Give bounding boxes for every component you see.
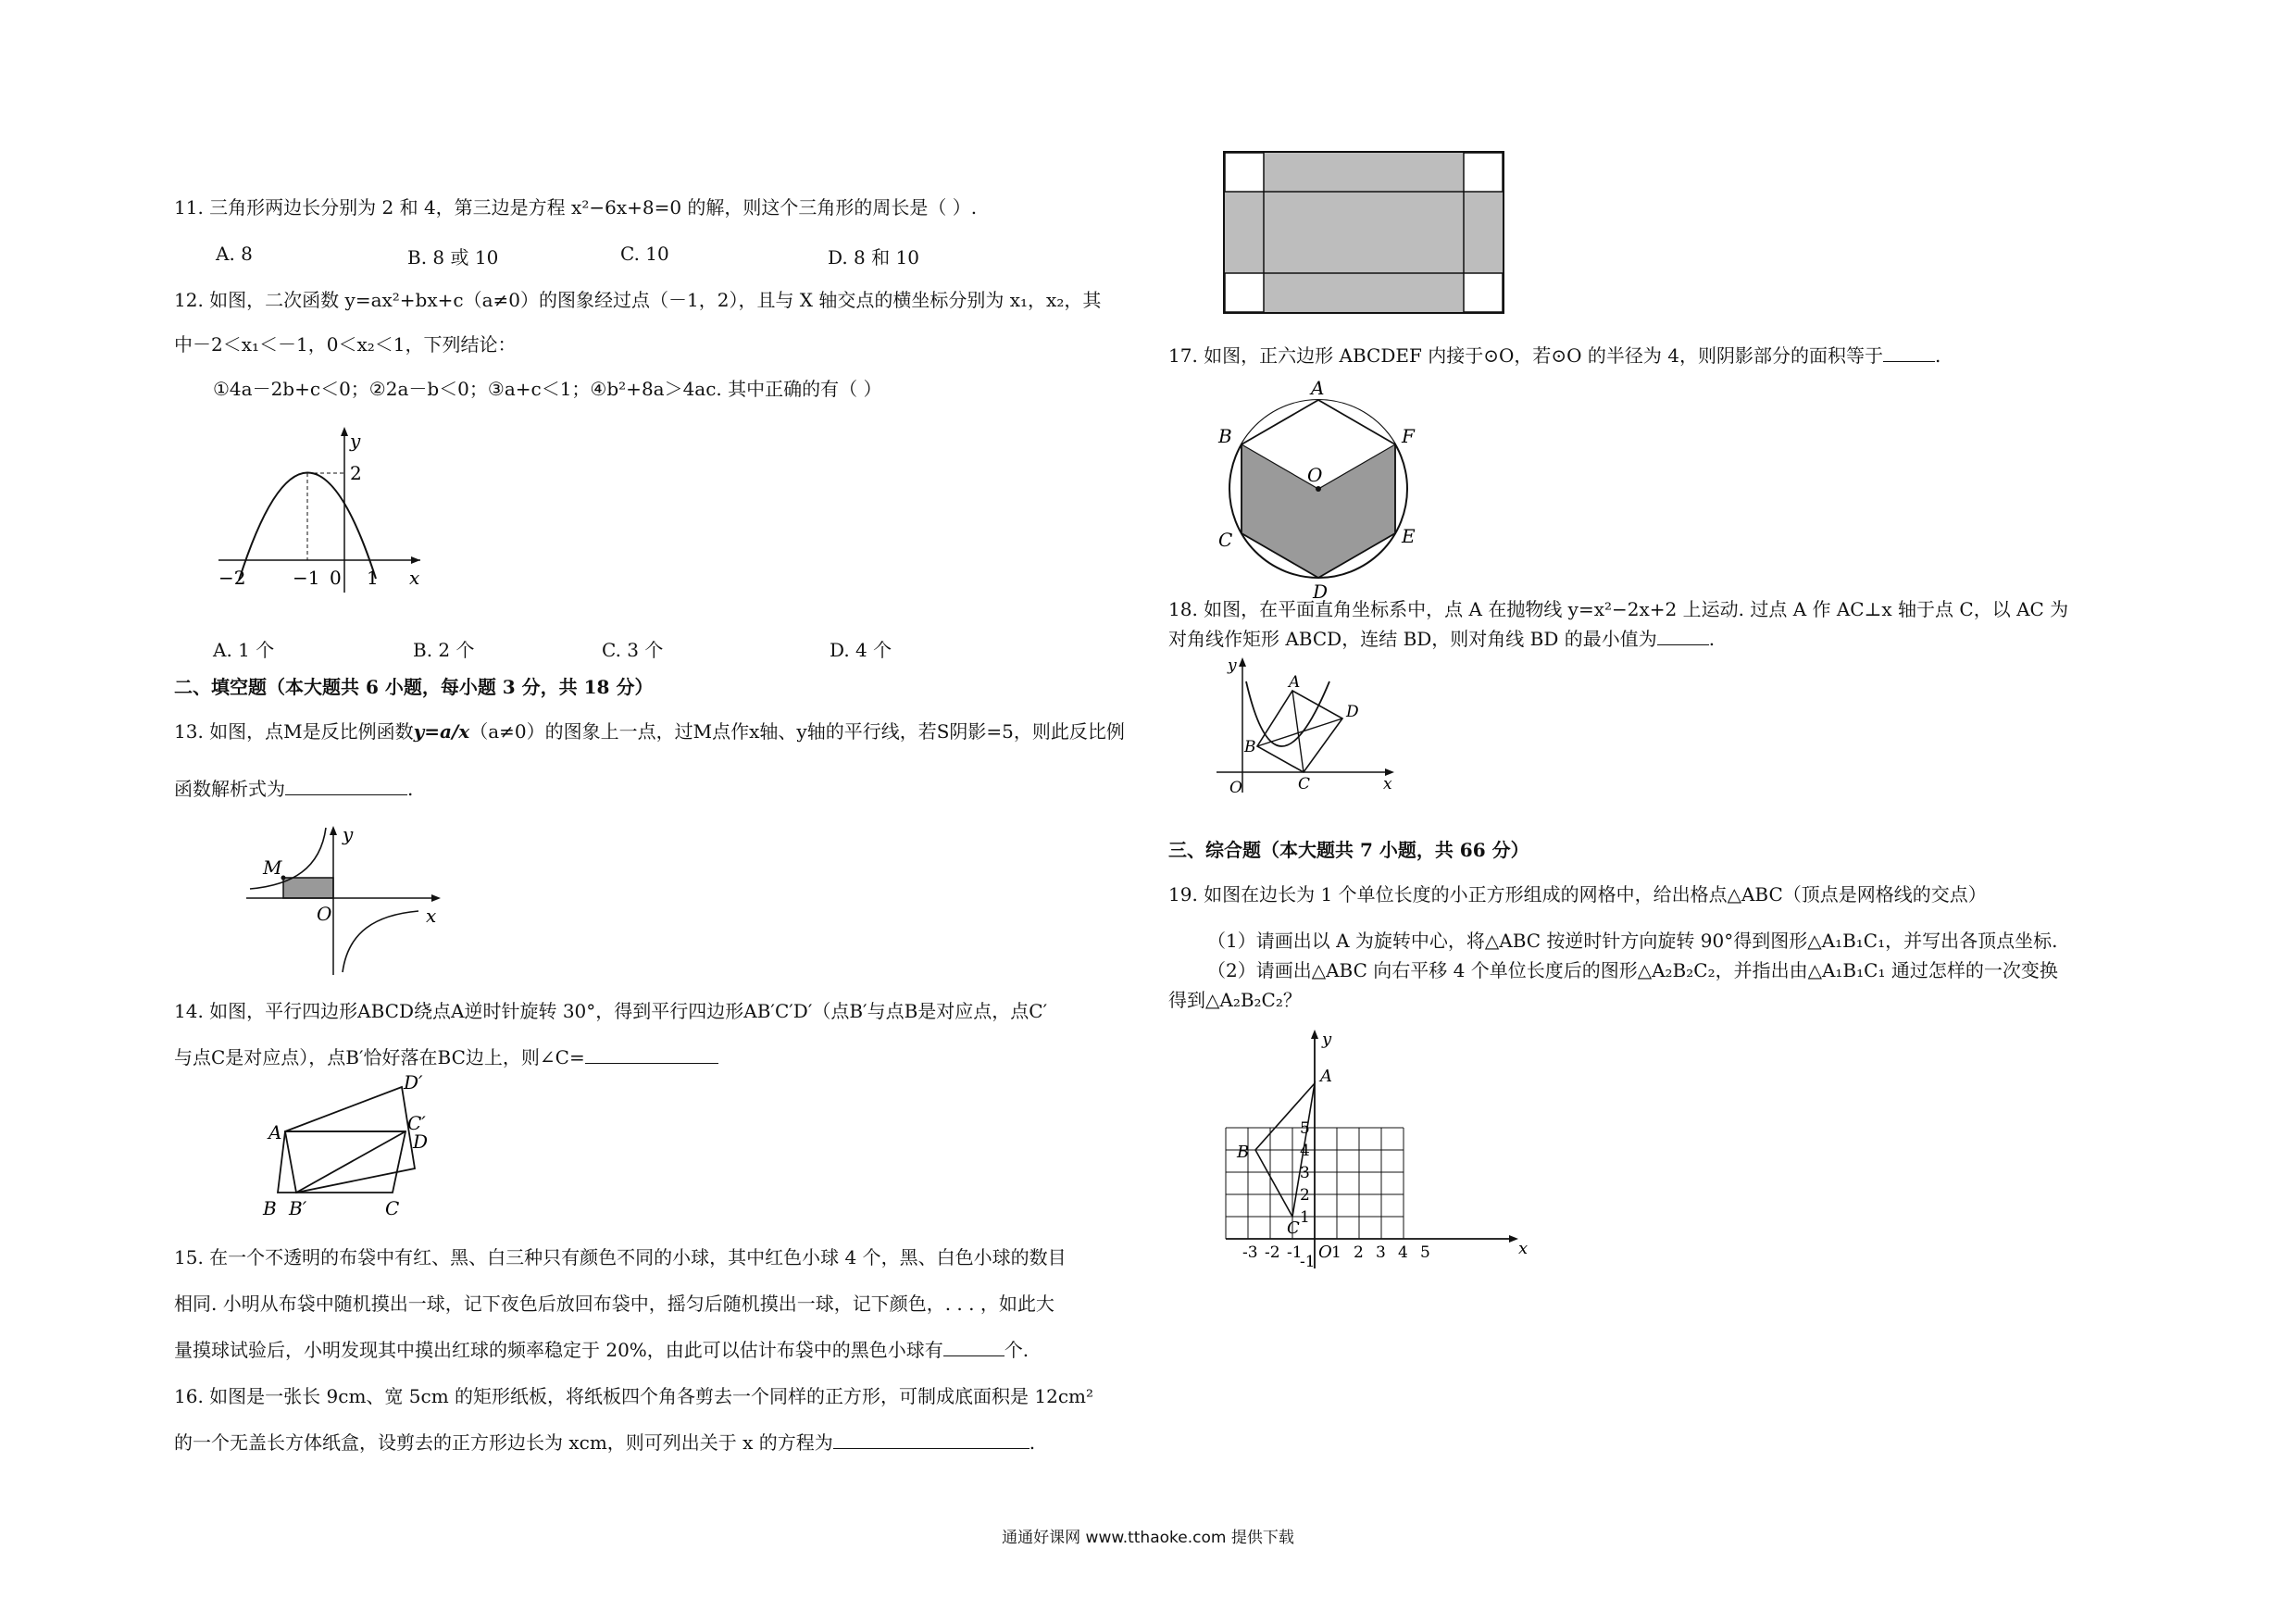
q12-option-d: D. 4 个 [830,639,892,661]
q17-text [1168,343,1940,369]
q14-label-d-prime: D′ [404,1071,423,1093]
q18-answer-blank [1657,626,1709,645]
q17-answer-blank [1883,343,1935,362]
q14-line2 [174,1044,718,1070]
q17-text-main: 17. 如图，正六边形 ABCDEF 内接于⊙O，若⊙O 的半径为 4，则阴影部分的面积等于 [1168,344,1883,367]
q18-parabola-figure [1217,654,1402,802]
q19-line3: （2）请画出△ABC 向右平移 4 个单位长度后的图形△A₂B₂C₂，并指出由△A₁B₁C₁ 通过怎样的一次变换 [1207,959,2058,981]
q12-parabola-graph [218,421,431,597]
q19-x-tick-label: -2 [1265,1243,1280,1262]
q19-o-label: O [1318,1243,1332,1262]
q19-y-label: y [1322,1030,1332,1049]
q12-tick-1: 1 [367,567,379,589]
q18-line2 [1168,626,1715,652]
q13-x-label: x [426,905,437,927]
q12-tick-0: 0 [330,567,342,589]
q12-x-axis-label: x [409,567,420,589]
q17-label-f: F [1402,425,1415,447]
q12-tick-2: 2 [350,462,362,484]
q12-y-axis-label: y [350,430,361,452]
q16-line1: 16. 如图是一张长 9cm、宽 5cm 的矩形纸板，将纸板四个角各剪去一个同样的正方形，可制成底面积是 12cm² [174,1385,1094,1407]
q19-y-tick-label: 2 [1300,1186,1310,1205]
q19-x-tick-label: 5 [1420,1243,1430,1262]
q19-b-label: B [1237,1143,1250,1162]
section-2-heading: 二、填空题（本大题共 6 小题，每小题 3 分，共 18 分） [174,676,654,698]
q17-label-e: E [1402,525,1416,547]
q14-answer-blank [585,1044,718,1064]
q14-line1: 14. 如图，平行四边形ABCD绕点A逆时针旋转 30°，得到平行四边形AB′C′D′（点B′与点B是对应点，点C′ [174,1000,1048,1022]
q14-label-c-prime: C′ [407,1112,426,1134]
q12-tick-minus-2: −2 [218,567,246,589]
q14-label-d: D [413,1131,429,1153]
q13-line2-end: . [407,778,414,800]
q13-line2-text: 函数解析式为 [174,778,285,800]
q12-line1: 12. 如图，二次函数 y=ax²+bx+c（a≠0）的图象经过点（－1，2），且与 X 轴交点的横坐标分别为 x₁，x₂，其 [174,289,1102,311]
q14-label-b: B [263,1197,277,1219]
q11-option-c: C. 10 [620,243,669,265]
q19-x-tick-label: 4 [1398,1243,1408,1262]
q13-function: y=a/x [413,720,470,743]
q12-line3: ①4a－2b+c＜0；②2a－b＜0；③a+c＜1；④b²+8a＞4ac. 其中正确的有（ ） [213,378,882,400]
q12-line2: 中－2＜x₁＜－1，0＜x₂＜1，下列结论： [174,333,517,356]
q18-o-label: O [1229,779,1242,797]
q15-line3-text: 量摸球试验后，小明发现其中摸出红球的频率稳定于 20%，由此可以估计布袋中的黑色小球有 [174,1339,943,1361]
q19-c-label: C [1287,1218,1300,1238]
q19-x-label: x [1518,1239,1529,1258]
q15-line2: 相同. 小明从布袋中随机摸出一球，记下夜色后放回布袋中，摇匀后随机摸出一球，记下颜色，. . . ，如此大 [174,1293,1054,1315]
q16-line2-text: 的一个无盖长方体纸盒，设剪去的正方形边长为 xcm，则可列出关于 x 的方程为 [174,1431,833,1454]
q13-hyperbola-graph [246,822,450,980]
q19-x-ticks [1242,1243,1430,1262]
q15-line1: 15. 在一个不透明的布袋中有红、黑、白三种只有颜色不同的小球，其中红色小球 4 个，黑、白色小球的数目 [174,1246,1067,1268]
q18-line1: 18. 如图，在平面直角坐标系中，点 A 在抛物线 y=x²−2x+2 上运动. 过点 A 作 AC⊥x 轴于点 C，以 AC 为 [1168,598,2069,620]
q13-line2 [174,776,413,802]
q18-d-label: D [1346,703,1359,721]
q16-line2 [174,1430,1035,1455]
q17-label-o: O [1307,464,1323,486]
q14-label-b-prime: B′ [289,1197,307,1219]
q14-parallelogram-figure [256,1071,431,1227]
q18-y-label: y [1228,656,1237,675]
q18-x-label: x [1383,775,1392,793]
q16-answer-blank [833,1430,1029,1449]
q14-line2-text: 与点C是对应点），点B′恰好落在BC边上，则∠C= [174,1046,585,1068]
q17-hexagon-figure [1215,377,1428,603]
q17-label-b: B [1218,425,1232,447]
q17-label-a: A [1311,377,1325,399]
q13-line1 [174,718,1125,744]
q18-a-label: A [1289,673,1301,692]
q16-cardboard-figure [1224,152,1505,315]
q19-y-tick-label: -1 [1300,1253,1316,1271]
q18-line2-end: . [1708,628,1716,650]
q19-x-tick-label: -3 [1242,1243,1258,1262]
q16-line2-end: . [1029,1431,1036,1454]
q11-option-b: B. 8 或 10 [407,246,499,269]
q15-line3-end: 个. [1004,1339,1029,1361]
q15-answer-blank [943,1337,1004,1356]
q13-y-label: y [343,823,354,845]
q19-line4: 得到△A₂B₂C₂？ [1168,989,1302,1011]
q13-answer-blank [285,776,407,795]
q19-x-tick-label: 3 [1376,1243,1386,1262]
q12-option-a: A. 1 个 [213,639,275,661]
q19-x-tick-label: 2 [1354,1243,1364,1262]
q19-y-tick-label: 4 [1300,1142,1310,1160]
q11-text: 11. 三角形两边长分别为 2 和 4，第三边是方程 x²−6x+8=0 的解，则这个三角形的周长是（ ）. [174,196,978,219]
q11-option-d: D. 8 和 10 [828,246,919,269]
q14-label-a: A [268,1121,282,1143]
q19-y-tick-label: 3 [1300,1164,1310,1182]
q13-o-label: O [317,903,332,925]
q19-y-tick-label: 1 [1300,1208,1310,1227]
q13-line1-b: （a≠0）的图象上一点，过M点作x轴、y轴的平行线，若S阴影=5，则此反比例 [469,720,1125,743]
q19-y-tick-label: 5 [1300,1119,1310,1138]
q13-shaded-rect [283,878,333,898]
q14-label-c: C [385,1197,400,1219]
q12-option-c: C. 3 个 [602,639,664,661]
q17-text-end: . [1934,344,1941,367]
q19-line2: （1）请画出以 A 为旋转中心，将△ABC 按逆时针方向旋转 90°得到图形△A₁B₁C₁，并写出各顶点坐标. [1207,930,2058,952]
q18-b-label: B [1244,738,1256,756]
q19-coordinate-grid [1217,1028,1531,1278]
q12-tick-minus-1: −1 [293,567,320,589]
q13-line1-a: 13. 如图，点M是反比例函数 [174,720,414,743]
q19-x-tick-label: -1 [1287,1243,1303,1262]
footer: 通通好课网 www.tthaoke.com 提供下载 [1002,1529,1294,1547]
q19-x-tick-label: 1 [1331,1243,1341,1262]
q18-c-label: C [1298,775,1311,793]
q17-label-d: D [1313,581,1329,603]
q11-option-a: A. 8 [216,243,253,265]
q17-label-c: C [1218,529,1233,551]
q13-m-label: M [263,856,282,879]
section-3-heading: 三、综合题（本大题共 7 小题，共 66 分） [1168,839,1529,861]
q19-a-label: A [1320,1067,1332,1086]
q12-option-b: B. 2 个 [413,639,475,661]
q15-line3 [174,1337,1029,1363]
q19-line1: 19. 如图在边长为 1 个单位长度的小正方形组成的网格中，给出格点△ABC（顶点是网格线的交点） [1168,883,1987,906]
q18-line2-text: 对角线作矩形 ABCD，连结 BD，则对角线 BD 的最小值为 [1168,628,1657,650]
